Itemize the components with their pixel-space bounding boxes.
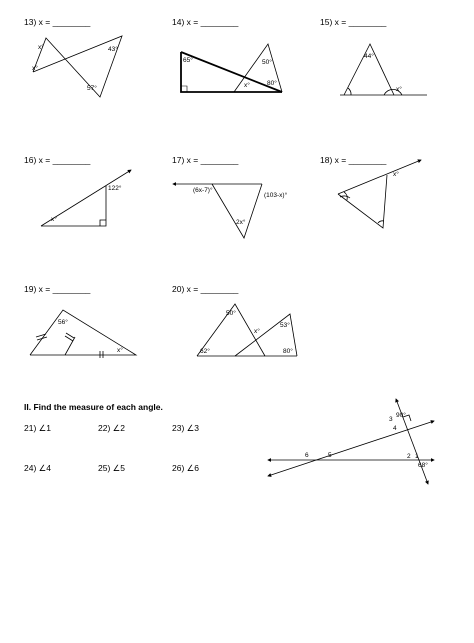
fig14-label-50: 50° (262, 59, 272, 66)
problem-14-label: 14) x = ________ (172, 17, 239, 27)
problem-16-label: 16) x = ________ (24, 155, 91, 165)
fig2-label-3: 3 (389, 416, 393, 423)
question-25: 25) ∠5 (98, 463, 125, 473)
figure-18 (338, 160, 421, 228)
fig15-label-44: 44° (364, 53, 374, 60)
fig2-label-68: 68° (418, 462, 428, 469)
fig2-label-6: 6 (305, 452, 309, 459)
fig2-label-90: 90° (396, 412, 406, 419)
fig20-label-53: 53° (280, 322, 290, 329)
fig14-label-80: 80° (267, 80, 277, 87)
fig17-label-right: (103-x)° (264, 192, 288, 199)
problem-17-label: 17) x = ________ (172, 155, 239, 165)
fig15-label-x: x° (396, 86, 402, 93)
question-23: 23) ∠3 (172, 423, 199, 433)
problem-20-label: 20) x = ________ (172, 284, 239, 294)
fig18-label-x: x° (393, 171, 399, 178)
fig13-label-43: 43° (108, 46, 118, 53)
fig2-label-2: 2 (407, 453, 411, 460)
figure-17 (173, 184, 262, 238)
figure-section-2 (268, 399, 434, 484)
problem-18-label: 18) x = ________ (320, 155, 387, 165)
fig14-label-x: x° (244, 82, 250, 89)
fig2-label-5: 5 (328, 452, 332, 459)
question-21: 21) ∠1 (24, 423, 51, 433)
fig2-label-4: 4 (393, 425, 397, 432)
fig13-label-x-left: x° (32, 65, 38, 72)
question-24: 24) ∠4 (24, 463, 51, 473)
question-26: 26) ∠6 (172, 463, 199, 473)
figure-20 (197, 304, 297, 356)
fig13-label-57: 57° (87, 85, 97, 92)
fig20-label-62: 62° (200, 348, 210, 355)
fig16-label-122: 122° (108, 185, 122, 192)
fig20-label-50: 50° (226, 310, 236, 317)
fig20-label-80: 80° (283, 348, 293, 355)
fig19-label-56: 56° (58, 319, 68, 326)
fig14-label-65: 65° (183, 57, 193, 64)
fig2-label-1: 1 (415, 453, 419, 460)
fig16-label-x: x° (51, 216, 57, 223)
fig19-label-x: x° (117, 347, 123, 354)
problem-13-label: 13) x = ________ (24, 17, 91, 27)
fig20-label-x: x° (254, 328, 260, 335)
section-2-heading: II. Find the measure of each angle. (24, 402, 163, 412)
fig17-label-2x: 2x° (236, 219, 246, 226)
fig13-label-x-top: x° (38, 44, 44, 51)
question-22: 22) ∠2 (98, 423, 125, 433)
fig17-label-left: (6x-7)° (193, 187, 213, 194)
figure-15 (340, 44, 427, 95)
problem-19-label: 19) x = ________ (24, 284, 91, 294)
problem-15-label: 15) x = ________ (320, 17, 387, 27)
